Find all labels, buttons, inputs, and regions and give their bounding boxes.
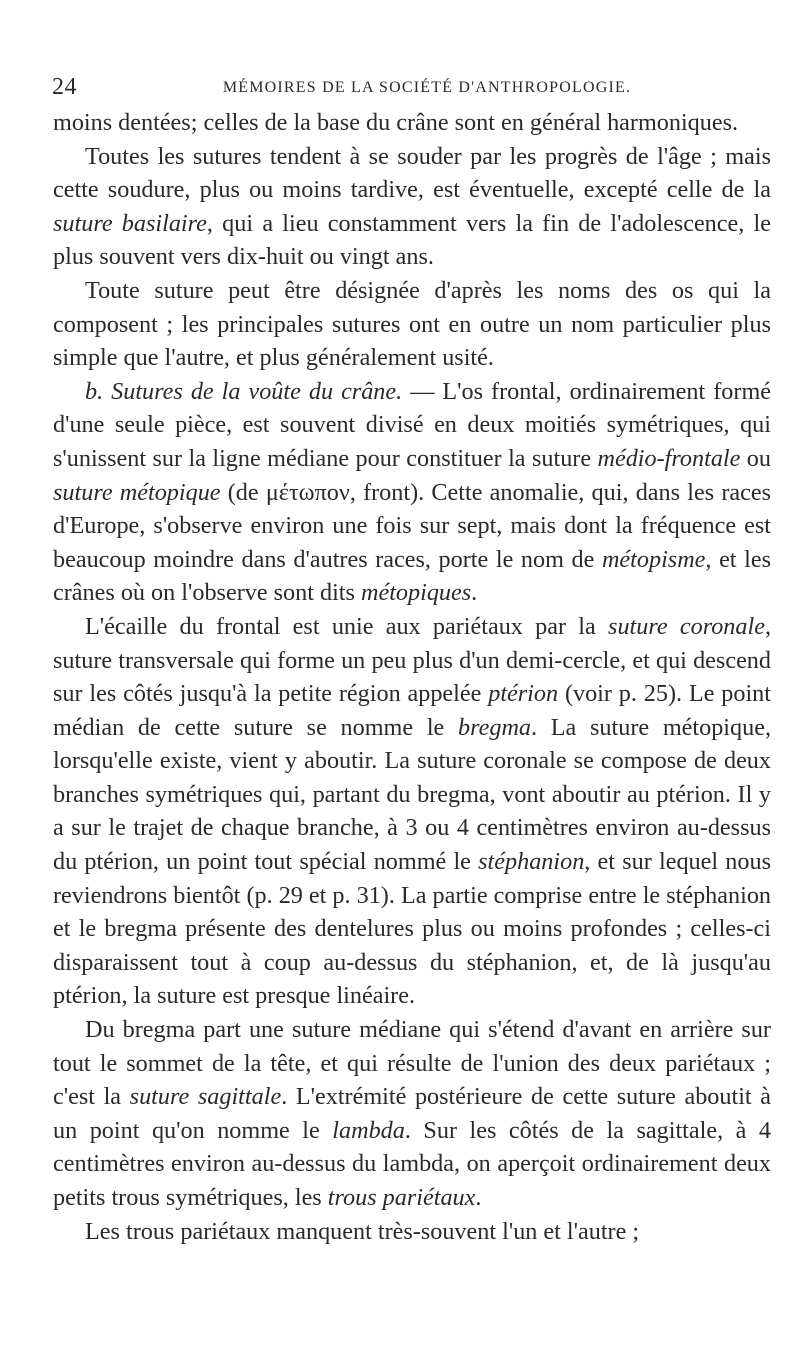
italic-term: suture sagittale — [129, 1083, 282, 1111]
paragraph — [53, 106, 771, 140]
italic-term: stéphanion — [478, 848, 585, 876]
paragraph — [53, 610, 771, 1013]
paragraph — [53, 1013, 771, 1215]
paragraph — [53, 140, 771, 274]
paragraph — [53, 375, 771, 610]
text-run: ou — [740, 444, 771, 472]
italic-term: suture métopique — [53, 478, 221, 506]
paragraph — [53, 1215, 771, 1249]
text-run: , et sur lequel nous reviendrons bientôt (p. 29 et p. 31). La partie comprise entre le stéphanion et le bregma présente des dentelures plus ou moins profondes ; celles-ci disparaissent tout à coup au-dessus du stéphanion, et, de là jusqu'au ptérion, la suture est presque linéaire. — [53, 848, 772, 1010]
italic-term: métopisme — [601, 545, 706, 573]
text-run: . L'extrémité postérieure de cette suture aboutit à un point qu'on nomme le — [53, 1083, 771, 1144]
text-run: , suture transversale qui forme un peu plus d'un demi-cercle, et qui descend sur les côtés jusqu'à la petite région appelée — [53, 612, 771, 708]
italic-term: bregma — [458, 713, 531, 741]
running-head: MÉMOIRES DE LA SOCIÉTÉ D'ANTHROPOLOGIE. — [222, 79, 632, 96]
italic-term: suture coronale — [608, 612, 765, 640]
text-run: Les trous pariétaux manquent très-souvent l'un et l'autre ; — [85, 1217, 640, 1245]
text-run: (de μέτωπον, front). Cette anomalie, qui, dans les races d'Europe, s'observe environ une fois sur sept, mais dont la fréquence est beaucoup moindre dans d'autres races, porte le nom de — [53, 478, 771, 573]
text-run: moins dentées; celles de la base du crâne sont en général harmoniques. — [53, 109, 739, 136]
italic-term: métopiques — [361, 579, 472, 607]
text-run: (voir p. 25). Le point médian de cette suture se nomme le — [53, 680, 771, 741]
page-body — [53, 106, 771, 1248]
italic-term: suture basilaire — [53, 209, 207, 237]
text-run: . Sur les côtés de la sagittale, à 4 centimètres environ au-dessus du lambda, on aperçoit ordinairement deux petits trous symétriques, les — [53, 1116, 772, 1211]
text-run: . — [475, 1184, 482, 1211]
text-run: , et les crânes où on l'observe sont dits — [53, 545, 772, 607]
text-run: . La suture métopique, lorsqu'elle existe, vient y aboutir. La suture coronale se compose de deux branches symétriques qui, partant du bregma, vont aboutir au ptérion. Il y a sur le trajet de chaque branche, à 3 ou 4 centimètres environ au-dessus du ptérion, un point tout spécial nommé le — [53, 713, 771, 876]
page-header — [52, 74, 772, 104]
italic-term: ptérion — [488, 680, 559, 708]
text-run: Toutes les sutures tendent à se souder par les progrès de l'âge ; mais cette soudure, plus ou moins tardive, est éventuelle, excepté celle de la — [53, 142, 771, 204]
page-number: 24 — [52, 74, 77, 100]
italic-term: lambda — [332, 1116, 405, 1144]
text-run: , qui a lieu constamment vers la fin de l'adolescence, le plus souvent vers dix-huit ou vingt ans. — [53, 209, 771, 271]
paragraph — [53, 274, 771, 375]
text-run: L'écaille du frontal est unie aux pariétaux par la — [85, 612, 609, 640]
italic-term: médio-frontale — [597, 444, 741, 472]
text-run: — L'os frontal, ordinairement formé d'une seule pièce, est souvent divisé en deux moitiés symétriques, qui s'unissent sur la ligne médiane pour constituer la suture — [53, 377, 771, 472]
italic-term: b. Sutures de la voûte du crâne. — [85, 377, 403, 405]
text-run: Toute suture peut être désignée d'après les noms des os qui la composent ; les principales sutures ont en outre un nom particulier plus simple que l'autre, et plus généralement usité. — [53, 276, 771, 372]
text-run: Du bregma part une suture médiane qui s'étend d'avant en arrière sur tout le sommet de la tête, et qui résulte de l'union des deux pariétaux ; c'est la — [53, 1016, 771, 1111]
text-run: . — [471, 579, 478, 607]
italic-term: trous pariétaux — [327, 1184, 476, 1211]
